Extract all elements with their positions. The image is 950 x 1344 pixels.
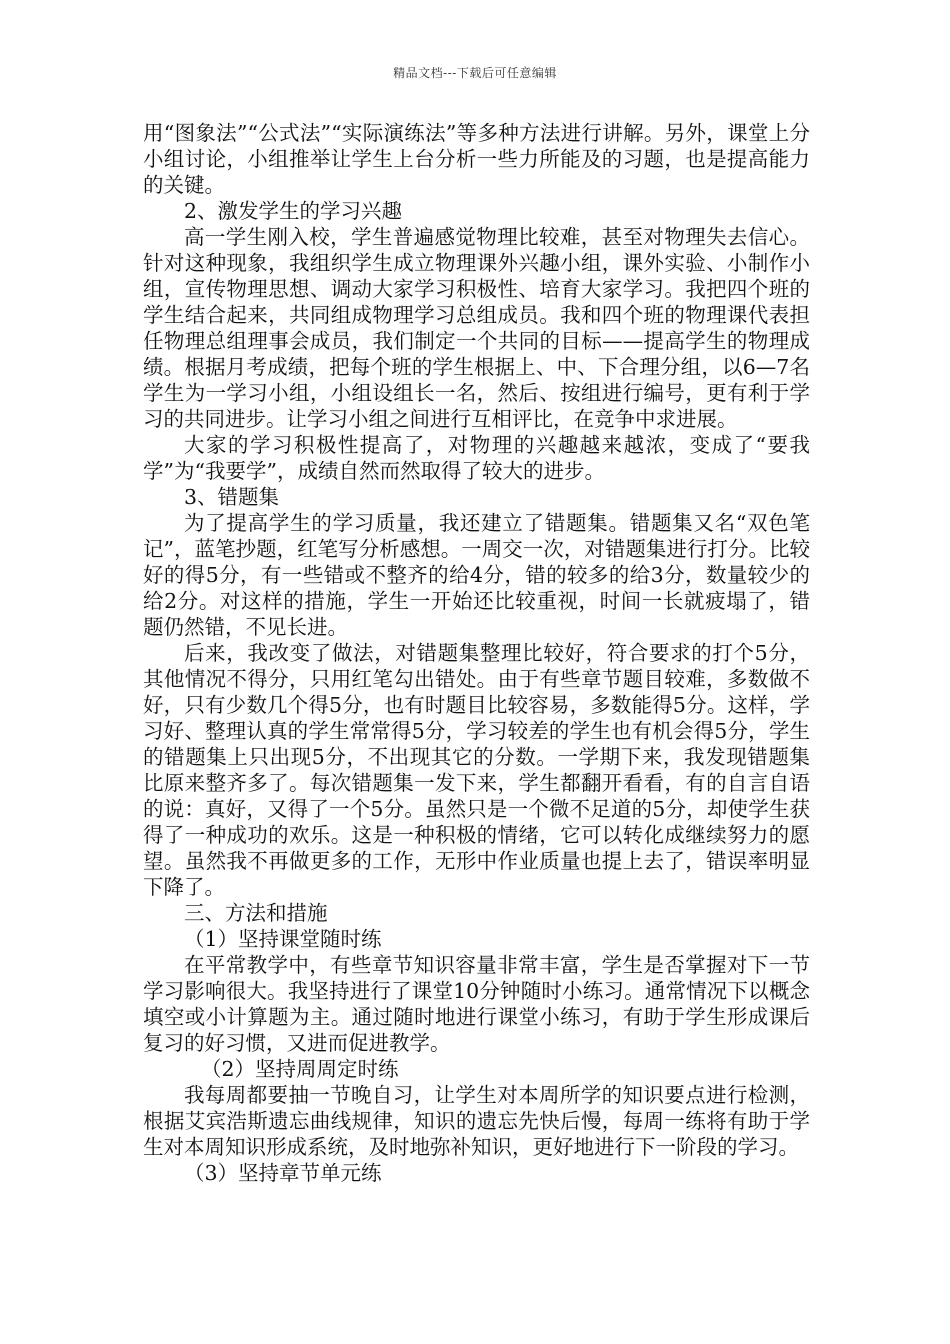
subheading-weekly-practice: （2）坚持周周定时练	[201, 1057, 399, 1081]
subheading-unit-practice: （3）坚持章节单元练	[184, 1161, 382, 1185]
paragraph-error-collection: 为了提高学生的学习质量，我还建立了错题集。错题集又名“双色笔记”，蓝笔抄题，红笔写分析感想。一周交一次，对错题集进行打分。比较好的得5分，有一些错或不整齐的给4分，错的较多的给3分，数量较少的给2分。对这样的措施，学生一开始还比较重视，时间一长就疲塌了，错题仍然错，不见长进。	[143, 511, 810, 639]
paragraph-classroom-practice: 在平常教学中，有些章节知识容量非常丰富，学生是否掌握对下一节学习影响很大。我坚持进行了课堂10分钟随时小练习。通常情况下以概念填空或小计算题为主。通过随时地进行课堂小练习，有助于学生形成课后复习的好习惯，又进而促进教学。	[143, 953, 810, 1055]
subheading-classroom-practice: （1）坚持课堂随时练	[184, 927, 382, 951]
page-header: 精品文档---下载后可任意编辑	[393, 66, 557, 80]
section-heading-methods: 三、方法和措施	[184, 901, 328, 925]
document-body	[143, 120, 810, 1186]
paragraph-method-intro: 用“图象法”“公式法”“实际演练法”等多种方法进行讲解。另外，课堂上分小组讨论，小组推举让学生上台分析一些力所能及的习题，也是提高能力的关键。	[143, 121, 810, 197]
paragraph-later-change: 后来，我改变了做法，对错题集整理比较好，符合要求的打个5分，其他情况不得分，只用红笔勾出错处。由于有些章节题目较难，多数做不好，只有少数几个得5分，也有时题目比较容易，多数能得5分。这样，学习好、整理认真的学生常常得5分，学习较差的学生也有机会得5分，学生的错题集上只出现5分，不出现其它的分数。一学期下来，我发现错题集比原来整齐多了。每次错题集一发下来，学生都翻开看看，有的自言自语的说：真好，又得了一个5分。虽然只是一个微不足道的5分，却使学生获得了一种成功的欢乐。这是一种积极的情绪，它可以转化成继续努力的愿望。虽然我不再做更多的工作，无形中作业质量也提上去了，错误率明显下降了。	[143, 641, 810, 899]
section-heading-error-collection: 3、错题集	[184, 485, 280, 509]
paragraph-interest: 高一学生刚入校，学生普遍感觉物理比较难，甚至对物理失去信心。针对这种现象，我组织学生成立物理课外兴趣小组，课外实验、小制作小组，宣传物理思想、调动大家学习积极性、培育大家学习。我把四个班的学生结合起来，共同组成物理学习总组成员。我和四个班的物理课代表担任物理总组理事会成员，我们制定一个共同的目标——提高学生的物理成绩。根据月考成绩，把每个班的学生根据上、中、下合理分组，以6—7名学生为一学习小组，小组设组长一名，然后、按组进行编号，更有利于学习的共同进步。让学习小组之间进行互相评比，在竞争中求进展。	[143, 225, 810, 431]
paragraph-weekly-practice: 我每周都要抽一节晚自习，让学生对本周所学的知识要点进行检测，根据艾宾浩斯遗忘曲线规律，知识的遗忘先快后慢，每周一练将有助于学生对本周知识形成系统，及时地弥补知识，更好地进行下一阶段的学习。	[143, 1083, 810, 1159]
section-heading-interest: 2、激发学生的学习兴趣	[184, 199, 403, 223]
paragraph-enthusiasm: 大家的学习积极性提高了，对物理的兴趣越来越浓，变成了“要我学”为“我要学”，成绩自然而然取得了较大的进步。	[143, 433, 810, 483]
